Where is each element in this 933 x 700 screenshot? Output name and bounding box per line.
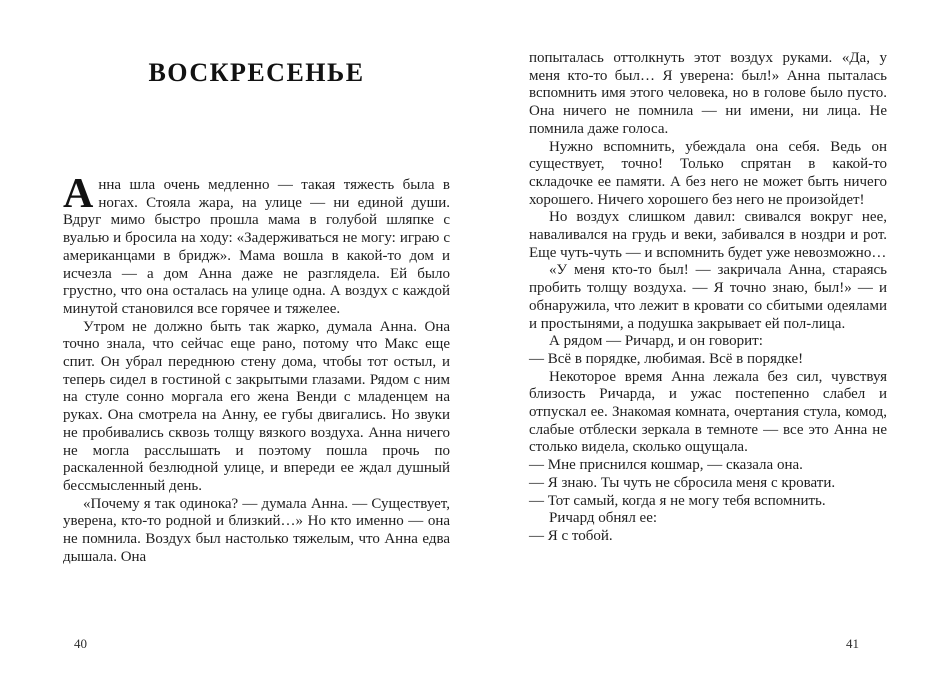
chapter-title: ВОСКРЕСЕНЬЕ — [148, 58, 365, 87]
dialogue-line: — Я с тобой. — [529, 527, 613, 544]
paragraph: Ричард обнял ее: — [549, 510, 658, 527]
dialogue-line: — Мне приснился кошмар, — сказала она. — [529, 457, 803, 474]
paragraph-text: нна шла очень медленно — такая тяжесть была в ногах. Стояла жара, на улице — ни единой души. Вдруг мимо быстро прошла мама в голубой шляпке с вуалью и бросила на ходу: «Задерживаться не могу: играю с американцами в бридж». Мама вошла в какой-то дом и исчезла — а дом Анна даже не разглядела. Ей было грустно, что она осталась на улице одна. А воздух с каждой минутой становился все горячее и тяжелее. — [63, 177, 450, 317]
dialogue-line: — Я знаю. Ты чуть не сбросила меня с кровати. — [529, 474, 836, 491]
paragraph: Но воздух слишком давил: свивался вокруг нее, наваливался на грудь и веки, забивался в ноздри и рот. Еще чуть-чуть — и вспомнить будет уже невозможно… — [529, 209, 887, 261]
drop-cap: А — [63, 171, 94, 217]
paragraph: Некоторое время Анна лежала без сил, чувствуя близость Ричарда, и ужас постепенно слабел и отпускал ее. Знакомая комната, очертания стула, комод, слабые отблески зеркала в темноте — все это Анна не столько видела, сколько ощущала. — [529, 368, 887, 456]
paragraph: Нужно вспомнить, убеждала она себя. Ведь он существует, точно! Только спрятан в какой-то складочке ее памяти. А без него не может быть ничего хорошего. Ничего хорошего без него не произойдет! — [529, 138, 887, 208]
dialogue-line: — Всё в порядке, любимая. Всё в порядке! — [529, 350, 804, 367]
paragraph: «Почему я так одинока? — думала Анна. — Существует, уверена, кто-то родной и близкий…» Но кто именно — она не помнила. Воздух был настолько тяжелым, что Анна едва дышала. Она — [63, 495, 450, 565]
page-number-left: 40 — [74, 636, 87, 651]
paragraph: Утром не должно быть так жарко, думала Анна. Она точно знала, что сейчас еще рано, потому что Макс еще спит. Он убрал переднюю стену дома, чтобы тот остыл, и теперь сидел в гостиной с закрытыми глазами. Рядом с ним на стуле сонно моргала его жена Венди с младенцем на руках. Она смотрела на Анну, ее губы двигались. Но звуки не пробивались сквозь толщу вязкого воздуха. Анна ничего не могла расслышать и поэтому пошла прочь по раскаленной безлюдной улице, и впереди ее ждал душный бессмысленный день. — [63, 318, 450, 494]
page-number-right: 41 — [846, 636, 859, 651]
paragraph: «У меня кто-то был! — закричала Анна, стараясь пробить толщу воздуха. — Я точно знаю, был!» — и обнаружила, что лежит в кровати со сбитыми одеялами и простынями, а подушка закрывает ей пол-лица. — [529, 262, 887, 332]
paragraph: попыталась оттолкнуть этот воздух руками. «Да, у меня кто-то был… Я уверена: был!» Анна пыталась вспомнить имя этого человека, но в голове было пусто. Она ничего не помнила — ни имени, ни лица. Не помнила даже голоса. — [529, 50, 887, 137]
paragraph: А рядом — Ричард, и он говорит: — [549, 333, 763, 350]
left-page-body — [63, 171, 450, 566]
right-page-body — [529, 50, 887, 546]
paragraph — [63, 171, 450, 319]
dialogue-line: — Тот самый, когда я не могу тебя вспомнить. — [529, 492, 826, 509]
